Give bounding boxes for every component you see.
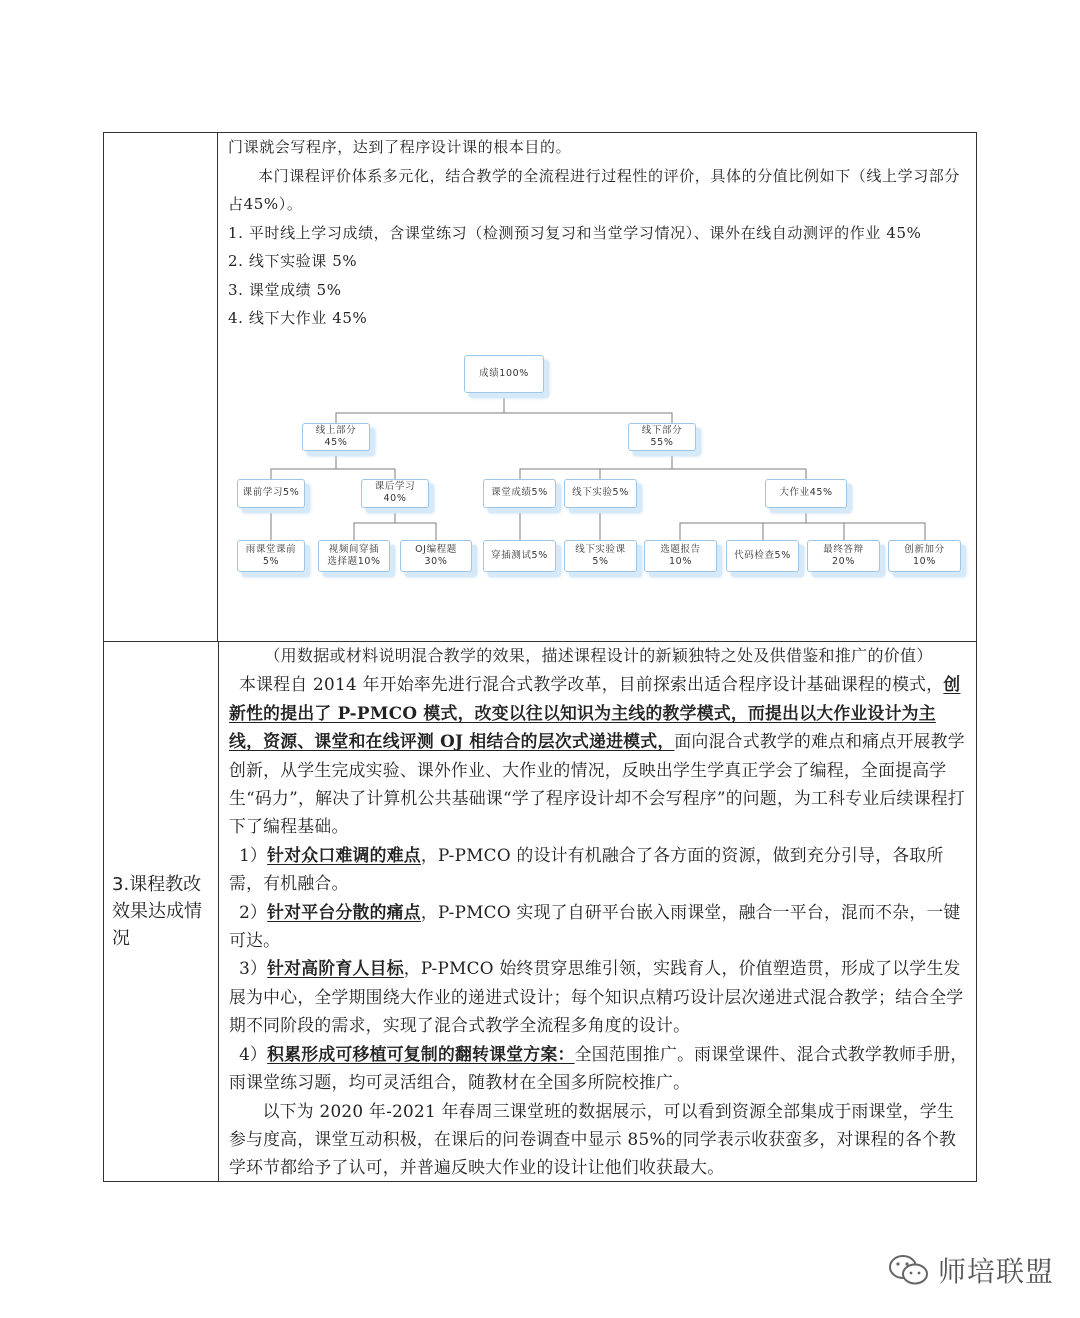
node-big-assignment: 大作业45% bbox=[765, 479, 847, 508]
node-pre-class: 课前学习5% bbox=[237, 479, 305, 508]
list-item: 4. 线下大作业 45% bbox=[228, 309, 368, 327]
list-item: 1. 平时线上学习成绩，含课堂练习（检测预习复习和当堂学习情况）、课外在线自动测评的作业 45% bbox=[228, 223, 922, 242]
node-post-class: 课后学习 40% bbox=[361, 479, 429, 508]
node-offline-lab: 线下实验5% bbox=[564, 479, 637, 508]
node-code-review: 代码检查5% bbox=[726, 540, 799, 572]
node-topic-report: 选题报告 10% bbox=[644, 540, 717, 572]
table-row-evaluation bbox=[104, 133, 976, 642]
node-interleaved-test: 穿插测试5% bbox=[483, 540, 556, 572]
row-label-effect: 3.课程教改效果达成情况 bbox=[104, 642, 219, 1181]
list-item: 3. 课堂成绩 5% bbox=[228, 280, 342, 299]
wechat-icon bbox=[888, 1253, 930, 1287]
paragraph: 1）针对众口难调的难点，P-PMCO 的设计有机融合了各方面的资源，做到充分引导，各取所需，有机融合。 bbox=[229, 844, 944, 894]
paragraph: 2）针对平台分散的痛点，P-PMCO 实现了自研平台嵌入雨课堂，融合一平台，混而不杂，一键可达。 bbox=[229, 901, 961, 951]
paragraph: 本课程自 2014 年开始率先进行混合式教学改革，目前探索出适合程序设计基础课程的模式，创新性的提出了 P-PMCO 模式，改变以往以知识为主线的教学模式，而提出以大作业设计为主线，资源、课堂和在线评测 OJ 相结合的层次式递进模式，面向混合式教学的难点和痛点开展教学创新，从学生完成实验、课外作业、大作业的情况，反映出学生学真正学会了编程，全面提高学生“码力”，解决了计算机公共基础课“学了程序设计却不会写程序”的问题，为工科专业后续课程打下了编程基础。 bbox=[229, 674, 965, 837]
node-innovation-bonus: 创新加分 10% bbox=[888, 540, 961, 572]
node-online-part: 线上部分 45% bbox=[302, 423, 370, 451]
watermark bbox=[888, 1250, 1054, 1290]
instruction-hint: （用数据或材料说明混合教学的效果，描述课程设计的新颖独特之处及供借鉴和推广的价值） bbox=[264, 646, 933, 665]
paragraph: 4）积累形成可移植可复制的翻转课堂方案：全国范围推广。雨课堂课件、混合式教学教师手册，雨课堂练习题，均可灵活组合，随教材在全国多所院校推广。 bbox=[229, 1043, 968, 1093]
node-class-score: 课堂成绩5% bbox=[483, 479, 556, 508]
watermark-text: 师培联盟 bbox=[938, 1255, 1055, 1288]
node-rain-classroom: 雨课堂课前 5% bbox=[237, 540, 305, 572]
paragraph: 门课就会写程序，达到了程序设计课的根本目的。 bbox=[228, 138, 572, 156]
paragraph: 3）针对高阶育人目标，P-PMCO 始终贯穿思维引领，实践育人，价值塑造贯，形成了以学生发展为中心，全学期围绕大作业的递进式设计；每个知识点精巧设计层次递进式混合教学；结合全学期不同阶段的需求，实现了混合式教学全流程多角度的设计。 bbox=[229, 958, 964, 1036]
table-row-effect bbox=[104, 642, 976, 1181]
node-oj-programming: OJ编程题 30% bbox=[400, 540, 472, 572]
evaluation-content bbox=[218, 133, 976, 641]
list-item: 2. 线下实验课 5% bbox=[228, 252, 358, 270]
document-table bbox=[103, 132, 977, 1182]
paragraph: 本门课程评价体系多元化，结合教学的全流程进行过程性的评价，具体的分值比例如下（线上学习部分占45%）。 bbox=[228, 166, 961, 213]
paragraph: 以下为 2020 年-2021 年春周三课堂班的数据展示，可以看到资源全部集成于雨课堂，学生参与度高，课堂互动积极，在课后的问卷调查中显示 85%的同学表示收获蛮多，对课程的各个教学环节都给予了认可，并普遍反映大作业的设计让他们收获最大。 bbox=[229, 1100, 957, 1178]
node-video-quiz: 视频间穿插 选择题10% bbox=[318, 540, 390, 572]
node-final-defense: 最终答辩 20% bbox=[807, 540, 880, 572]
row-label-empty bbox=[104, 133, 218, 641]
node-total-grade: 成绩100% bbox=[464, 355, 544, 393]
node-offline-lab-class: 线下实验课 5% bbox=[564, 540, 637, 572]
node-offline-part: 线下部分 55% bbox=[628, 423, 696, 451]
grade-composition-diagram bbox=[228, 345, 968, 595]
effect-content bbox=[219, 642, 976, 1181]
